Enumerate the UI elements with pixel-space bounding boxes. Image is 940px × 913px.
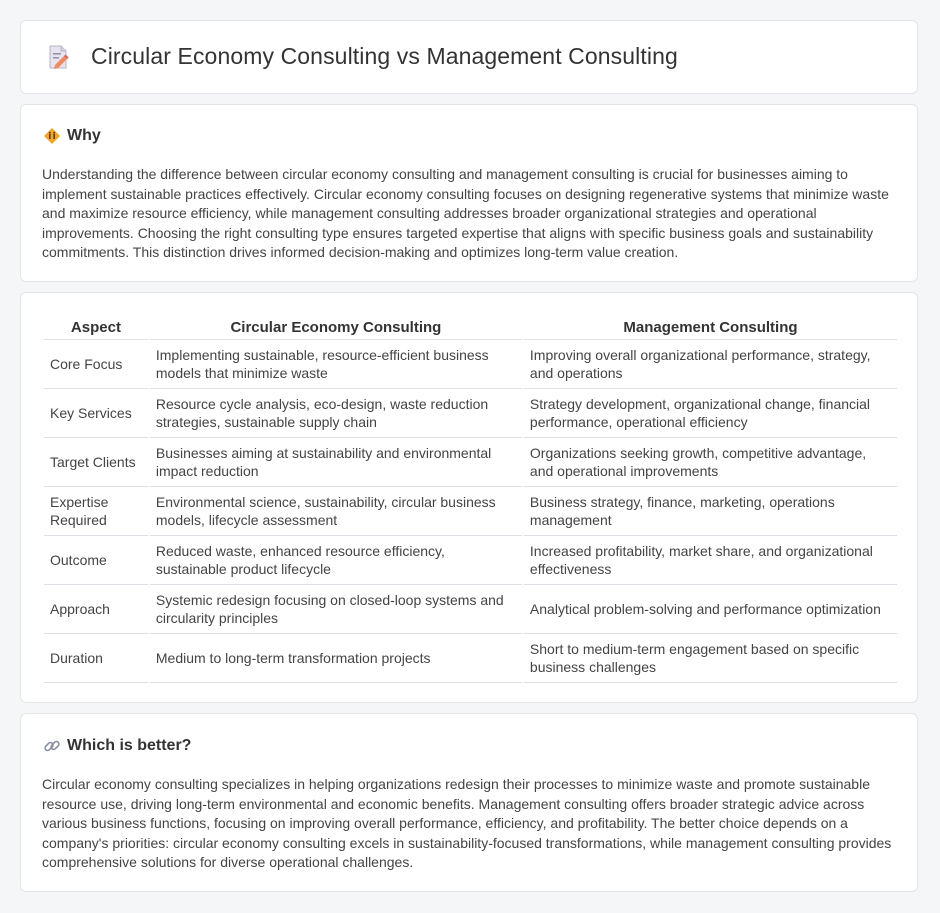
cell-aspect: Core Focus	[44, 340, 148, 389]
header-management: Management Consulting	[524, 315, 897, 340]
better-heading: Which is better?	[67, 737, 192, 754]
table-row	[44, 585, 897, 634]
cell-aspect: Expertise Required	[44, 487, 148, 536]
cell-circular: Implementing sustainable, resource-efficient business models that minimize waste	[150, 340, 522, 389]
cell-management: Strategy development, organizational change, financial performance, operational efficiency	[524, 389, 897, 438]
table-row	[44, 487, 897, 536]
cell-management: Business strategy, finance, marketing, operations management	[524, 487, 897, 536]
title-row	[45, 43, 678, 70]
cell-management: Short to medium-term engagement based on specific business challenges	[524, 634, 897, 683]
comparison-table	[42, 315, 899, 683]
cell-circular: Resource cycle analysis, eco-design, waste reduction strategies, sustainable supply chain	[150, 389, 522, 438]
document-pen-icon	[45, 44, 71, 70]
table-row	[44, 389, 897, 438]
cell-aspect: Key Services	[44, 389, 148, 438]
table-row	[44, 438, 897, 487]
why-section	[20, 104, 918, 282]
table-header-row	[44, 315, 897, 340]
header-aspect: Aspect	[44, 315, 148, 340]
cell-circular: Businesses aiming at sustainability and environmental impact reduction	[150, 438, 522, 487]
better-section	[20, 713, 918, 892]
header-circular: Circular Economy Consulting	[150, 315, 522, 340]
cell-circular: Systemic redesign focusing on closed-loop systems and circularity principles	[150, 585, 522, 634]
cell-management: Organizations seeking growth, competitive advantage, and operational improvements	[524, 438, 897, 487]
cell-management: Improving overall organizational performance, strategy, and operations	[524, 340, 897, 389]
cell-aspect: Target Clients	[44, 438, 148, 487]
comparison-section	[20, 292, 918, 703]
title-card	[20, 20, 918, 94]
why-heading: Why	[67, 127, 101, 144]
cell-circular: Reduced waste, enhanced resource efficiency, sustainable product lifecycle	[150, 536, 522, 585]
cell-management: Analytical problem-solving and performance optimization	[524, 585, 897, 634]
cell-circular: Environmental science, sustainability, circular business models, lifecycle assessment	[150, 487, 522, 536]
why-text: Understanding the difference between circular economy consulting and management consulting is crucial for businesses aiming to implement sustainable practices effectively. Circular economy consulting focuses on designing regenerative systems that minimize waste and maximize resource efficiency, while management consulting addresses broader organizational strategies and operational improvements. Choosing the right consulting type ensures targeted expertise that aligns with specific business goals and sustainability commitments. This distinction drives informed decision-making and optimizes long-term value creation.	[42, 166, 889, 260]
cell-circular: Medium to long-term transformation projects	[150, 634, 522, 683]
cell-aspect: Approach	[44, 585, 148, 634]
cell-management: Increased profitability, market share, and organizational effectiveness	[524, 536, 897, 585]
diamond-sign-icon	[43, 127, 61, 145]
why-header	[43, 127, 101, 145]
link-icon	[43, 737, 61, 755]
table-row	[44, 340, 897, 389]
table-row	[44, 536, 897, 585]
better-header	[43, 737, 191, 755]
cell-aspect: Outcome	[44, 536, 148, 585]
table-row	[44, 634, 897, 683]
cell-aspect: Duration	[44, 634, 148, 683]
better-text: Circular economy consulting specializes in helping organizations redesign their processes to minimize waste and promote sustainable resource use, driving long-term environmental and economic benefits. Management consulting offers broader strategic advice across various business functions, focusing on improving overall performance, efficiency, and profitability. The better choice depends on a company's priorities: circular economy consulting excels in sustainability-focused transformations, while management consulting provides comprehensive solutions for diverse operational challenges.	[42, 776, 892, 870]
page-title: Circular Economy Consulting vs Management Consulting	[91, 43, 678, 69]
